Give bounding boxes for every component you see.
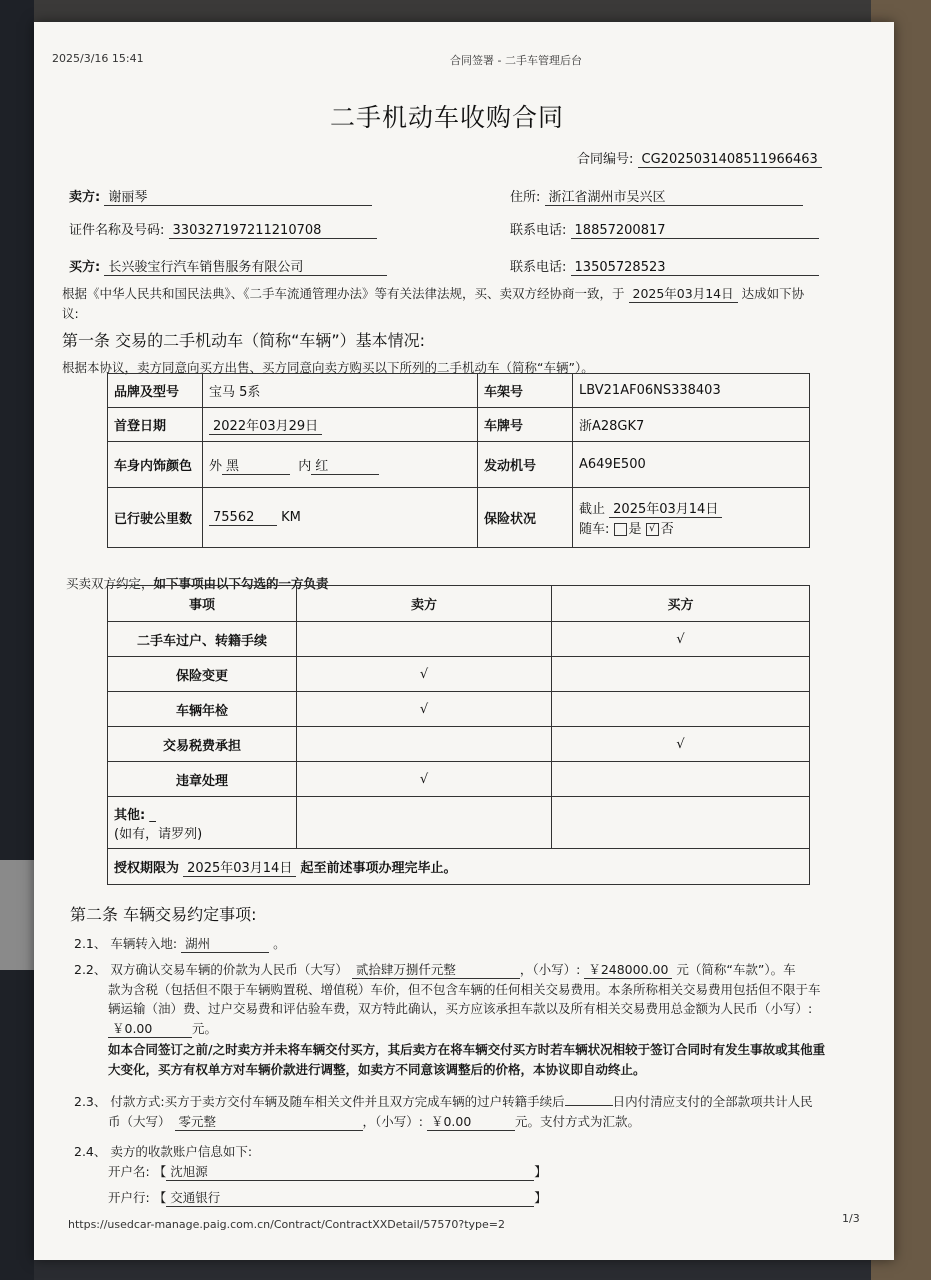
vin-value: LBV21AF06NS338403 — [573, 374, 810, 408]
article1-intro: 根据本协议，卖方同意向买方出售、买方同意向卖方购买以下所列的二手机动车（简称“车辆”）。 — [62, 360, 594, 375]
seller-name: 谢丽琴 — [104, 186, 372, 206]
insurance-until: 2025年03月14日 — [609, 498, 722, 518]
buyer-row: 买方: 长兴骏宝行汽车销售服务有限公司 — [69, 256, 387, 276]
print-datetime: 2025/3/16 15:41 — [52, 52, 144, 65]
table-row-other: 其他: _ (如有，请罗列) — [108, 797, 810, 849]
bank-name: 交通银行 — [166, 1188, 534, 1207]
table-row: 保险变更 √ — [108, 657, 810, 692]
seller-address: 浙江省湖州市吴兴区 — [545, 186, 803, 206]
duty-intro: 买卖双方约定，如下事项由以下勾选的一方负责 — [66, 576, 329, 591]
seller-id-row: 证件名称及号码: 330327197211210708 — [69, 219, 377, 239]
footer-url: https://usedcar-manage.paig.com.cn/Contract/ContractXXDetail/57570?type=2 — [68, 1218, 505, 1231]
print-header-title: 合同签署 - 二手车管理后台 — [450, 54, 582, 67]
buyer-phone: 13505728523 — [571, 260, 819, 276]
account-name-row: 开户名: 【 沈旭源 】 — [108, 1164, 547, 1179]
table-row: 交易税费承担 √ — [108, 727, 810, 762]
bold-notice-line2: 大变化，买方有权单方对车辆价款进行调整，如卖方不同意该调整后的价格，本协议即自动终止。 — [108, 1062, 646, 1077]
seller-row: 卖方: 谢丽琴 — [69, 186, 372, 206]
table-row: 违章处理 √ — [108, 762, 810, 797]
responsibility-table — [107, 585, 810, 885]
plate-value: 浙A28GK7 — [573, 408, 810, 442]
preamble-line1: 根据《中华人民共和国民法典》、《二手车流通管理办法》等有关法律法规，买、卖双方经协商一致，于 2025年03月14日 达成如下协 — [62, 286, 805, 301]
contract-number: 合同编号: CG2025031408511966463 — [577, 148, 822, 168]
clause-2-2-line2: 款为含税（包括但不限于车辆购置税、增值税）车价，但不包含车辆的任何相关交易费用。本条所称相关交易费用包括但不限于车 — [108, 982, 821, 997]
table-row: 车辆年检 √ — [108, 692, 810, 727]
no-checkbox-checked: √ — [646, 523, 659, 536]
seller-id: 330327197211210708 — [169, 223, 377, 239]
table-row: 品牌及型号 宝马 5系 车架号 LBV21AF06NS338403 — [108, 374, 810, 408]
table-row: 车身内饰颜色 外 黑 内 红 发动机号 A649E500 — [108, 442, 810, 488]
mileage-value: 75562 — [209, 510, 277, 526]
article2-title: 第二条 车辆交易约定事项: — [70, 905, 257, 924]
contract-title: 二手机动车收购合同 — [330, 103, 565, 132]
table-header-row: 事项 卖方 买方 — [108, 586, 810, 622]
yes-checkbox — [614, 523, 627, 536]
seller-address-row: 住所: 浙江省湖州市吴兴区 — [510, 186, 803, 206]
bank-row: 开户行: 【 交通银行 】 — [108, 1190, 547, 1205]
exterior-color: 黑 — [222, 455, 290, 475]
clause-2-4: 2.4、 卖方的收款账户信息如下: — [74, 1144, 253, 1159]
vehicle-table — [107, 373, 810, 548]
clause-2-2-fee: ￥0.00 元。 — [108, 1019, 217, 1038]
clause-2-1: 2.1、 车辆转入地: 湖州 。 — [74, 936, 286, 951]
seller-phone-row: 联系电话: 18857200817 — [510, 219, 819, 239]
table-row: 二手车过户、转籍手续 √ — [108, 622, 810, 657]
interior-color: 红 — [311, 455, 379, 475]
reg-date: 2022年03月29日 — [209, 415, 322, 435]
clause-2-2-line3: 辆运输（油）费、过户交易费和评估验车费，双方特此确认，买方应该承担车款以及所有相关交易费用总金额为人民币（小写）: — [108, 1001, 813, 1016]
footer-page-number: 1/3 — [842, 1212, 860, 1225]
table-row: 已行驶公里数 75562 KM 保险状况 截止 2025年03月14日 随车: 是 √ 否 — [108, 488, 810, 548]
article1-title: 第一条 交易的二手机动车（简称“车辆”）基本情况: — [62, 331, 426, 350]
brand-value: 宝马 5系 — [203, 374, 478, 408]
bold-notice-line1: 如本合同签订之前/之时卖方并未将车辆交付买方，其后卖方在将车辆交付买方时若车辆状况相较于签订合同时有发生事故或其他重 — [108, 1042, 826, 1057]
background-left — [0, 0, 34, 1280]
auth-date: 2025年03月14日 — [183, 857, 296, 877]
engine-value: A649E500 — [573, 442, 810, 488]
table-row: 首登日期 2022年03月29日 车牌号 浙A28GK7 — [108, 408, 810, 442]
clause-2-3-line1: 2.3、 付款方式:买方于卖方交付车辆及随车相关文件并且双方完成车辆的过户转籍手续后 日内付清应支付的全部款项共计人民 — [74, 1094, 813, 1109]
authorization-row: 授权期限为 2025年03月14日 起至前述事项办理完毕止。 — [108, 849, 810, 885]
clause-2-2-line1: 2.2、 双方确认交易车辆的价款为人民币（大写） 贰拾肆万捌仟元整 ，（小写）: ￥248000.00 元（简称“车款”）。车 — [74, 962, 796, 977]
buyer-phone-row: 联系电话: 13505728523 — [510, 256, 819, 276]
preamble-line2: 议: — [62, 306, 79, 321]
clause-2-3-line2: 币（大写） 零元整 ，（小写）: ￥0.00 元。支付方式为汇款。 — [108, 1114, 640, 1129]
account-name: 沈旭源 — [166, 1162, 534, 1181]
contract-page — [34, 22, 894, 1260]
buyer-name: 长兴骏宝行汽车销售服务有限公司 — [104, 256, 387, 276]
seller-phone: 18857200817 — [571, 223, 819, 239]
